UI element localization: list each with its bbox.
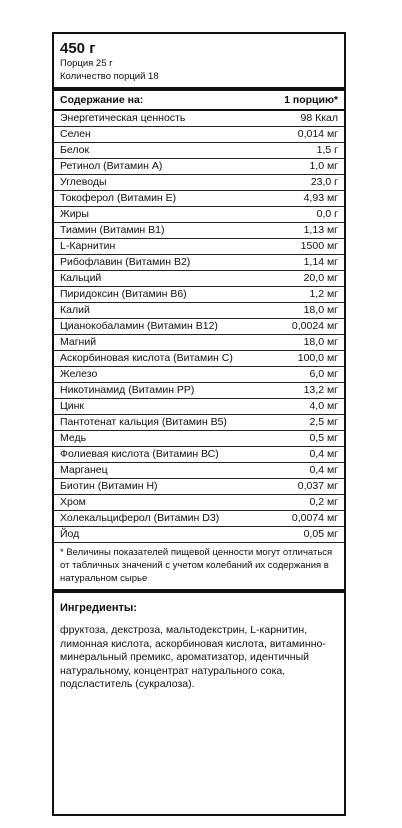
nutrient-value: 18,0 мг (268, 335, 344, 351)
table-row (54, 383, 344, 399)
table-row (54, 303, 344, 319)
nutrient-value: 0,014 мг (268, 127, 344, 143)
nutrient-name: Аскорбиновая кислота (Витамин С) (54, 351, 268, 367)
table-row (54, 495, 344, 511)
nutrient-value: 1,13 мг (268, 223, 344, 239)
nutrient-name: Калий (54, 303, 268, 319)
table-row (54, 191, 344, 207)
nutrition-table (54, 91, 344, 543)
nutrient-name: Энергетическая ценность (54, 110, 268, 127)
ingredients-text: фруктоза, декстроза, мальтодекстрин, L-карнитин, лимонная кислота, аскорбиновая кислота, витаминно-минеральный премикс, ароматизатор, идентичный натуральному, концентрат натурального сока, подсластитель (сукралоза). (60, 624, 326, 690)
nutrient-name: L-Карнитин (54, 239, 268, 255)
nutrient-value: 4,93 мг (268, 191, 344, 207)
nutrient-value: 20,0 мг (268, 271, 344, 287)
nutrient-name: Фолиевая кислота (Витамин ВС) (54, 447, 268, 463)
nutrient-name: Кальций (54, 271, 268, 287)
nutrient-name: Ретинол (Витамин А) (54, 159, 268, 175)
nutrient-value: 23,0 г (268, 175, 344, 191)
nutrient-name: Медь (54, 431, 268, 447)
net-weight: 450 г (60, 40, 96, 57)
nutrient-value: 100,0 мг (268, 351, 344, 367)
table-row (54, 239, 344, 255)
nutrient-value: 0,0074 мг (268, 511, 344, 527)
ingredients-title: Ингредиенты: (60, 602, 137, 614)
label-header (54, 34, 344, 83)
table-row (54, 335, 344, 351)
nutrient-value: 1,14 мг (268, 255, 344, 271)
table-row (54, 527, 344, 543)
nutrient-value: 18,0 мг (268, 303, 344, 319)
table-row (54, 207, 344, 223)
table-row (54, 223, 344, 239)
table-row (54, 143, 344, 159)
footnote: * Величины показателей пищевой ценности могут отличаться от табличных значений с учетом колебаний их содержания в натуральном сырье (60, 547, 333, 584)
nutrient-value: 0,2 мг (268, 495, 344, 511)
nutrient-value: 4,0 мг (268, 399, 344, 415)
table-row (54, 127, 344, 143)
nutrient-value: 0,0024 мг (268, 319, 344, 335)
nutrient-name: Пиридоксин (Витамин В6) (54, 287, 268, 303)
nutrient-name: Хром (54, 495, 268, 511)
nutrient-value: 1,0 мг (268, 159, 344, 175)
nutrition-label (52, 32, 346, 816)
table-row (54, 447, 344, 463)
servings-count: Количество порций 18 (60, 70, 159, 82)
nutrient-name: Селен (54, 127, 268, 143)
nutrient-name: Тиамин (Витамин В1) (54, 223, 268, 239)
nutrient-name: Белок (54, 143, 268, 159)
nutrient-name: Никотинамид (Витамин РР) (54, 383, 268, 399)
nutrient-name: Марганец (54, 463, 268, 479)
nutrient-name: Магний (54, 335, 268, 351)
table-row (54, 367, 344, 383)
nutrient-name: Йод (54, 527, 268, 543)
serving-size: Порция 25 г (60, 58, 113, 69)
nutrient-value: 0,5 мг (268, 431, 344, 447)
nutrient-name: Железо (54, 367, 268, 383)
table-row (54, 415, 344, 431)
nutrient-value: 2,5 мг (268, 415, 344, 431)
nutrient-name: Жиры (54, 207, 268, 223)
nutrient-value: 1500 мг (268, 239, 344, 255)
table-row (54, 511, 344, 527)
nutrient-name: Пантотенат кальция (Витамин В5) (54, 415, 268, 431)
table-row (54, 287, 344, 303)
nutrient-name: Холекальциферол (Витамин D3) (54, 511, 268, 527)
nutrient-value: 6,0 мг (268, 367, 344, 383)
table-row (54, 271, 344, 287)
nutrient-name: Углеводы (54, 175, 268, 191)
nutrient-value: 0,0 г (268, 207, 344, 223)
table-row (54, 159, 344, 175)
nutrient-value: 98 Ккал (268, 110, 344, 127)
nutrient-name: Рибофлавин (Витамин В2) (54, 255, 268, 271)
table-row (54, 431, 344, 447)
table-row (54, 399, 344, 415)
table-row (54, 175, 344, 191)
nutrient-value: 0,05 мг (268, 527, 344, 543)
column-header-value: 1 порцию* (268, 91, 344, 110)
table-row (54, 255, 344, 271)
table-row (54, 110, 344, 127)
nutrient-value: 0,4 мг (268, 447, 344, 463)
column-header-name: Содержание на: (54, 91, 268, 110)
nutrient-value: 0,037 мг (268, 479, 344, 495)
table-row (54, 479, 344, 495)
nutrient-name: Цинк (54, 399, 268, 415)
nutrient-name: Биотин (Витамин Н) (54, 479, 268, 495)
nutrient-name: Цианокобаламин (Витамин В12) (54, 319, 268, 335)
nutrient-value: 1,2 мг (268, 287, 344, 303)
nutrient-value: 13,2 мг (268, 383, 344, 399)
table-row (54, 319, 344, 335)
nutrient-value: 1,5 г (268, 143, 344, 159)
table-header-row (54, 91, 344, 110)
table-row (54, 351, 344, 367)
nutrient-value: 0,4 мг (268, 463, 344, 479)
table-row (54, 463, 344, 479)
nutrient-name: Токоферол (Витамин Е) (54, 191, 268, 207)
